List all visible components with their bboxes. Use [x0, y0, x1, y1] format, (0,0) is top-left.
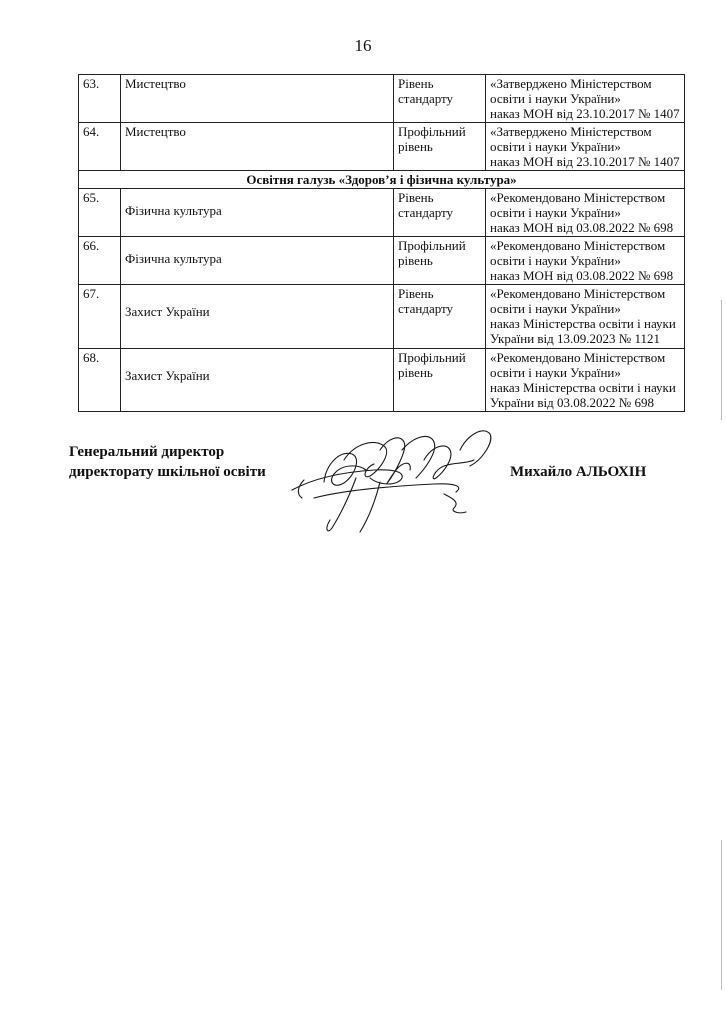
level-cell — [394, 189, 486, 237]
row-number: 64. — [79, 123, 121, 171]
approval-line: «Рекомендовано Міністерством — [490, 190, 666, 205]
approval-line: освіти і науки України» — [490, 91, 621, 106]
subject-name: Фізична культура — [125, 251, 222, 266]
level-line: Профільний — [398, 124, 466, 139]
subject-name: Мистецтво — [121, 123, 394, 171]
approval-cell — [486, 237, 685, 285]
approval-cell — [486, 349, 685, 412]
level-cell — [394, 285, 486, 349]
approval-line: «Затверджено Міністерством — [490, 124, 652, 139]
approval-cell — [486, 75, 685, 123]
approval-line: освіти і науки України» — [490, 139, 621, 154]
approval-line: наказ МОН від 03.08.2022 № 698 — [490, 220, 674, 235]
level-cell — [394, 237, 486, 285]
level-line: Рівень — [398, 286, 434, 301]
row-number: 68. — [79, 349, 121, 412]
approval-cell — [486, 123, 685, 171]
approval-line: «Рекомендовано Міністерством — [490, 350, 666, 365]
approval-line: наказ МОН від 23.10.2017 № 1407 — [490, 106, 680, 121]
approval-line: освіти і науки України» — [490, 365, 621, 380]
table-row — [79, 285, 685, 349]
level-line: стандарту — [398, 205, 454, 220]
level-cell — [394, 123, 486, 171]
row-number: 65. — [79, 189, 121, 237]
table-row — [79, 75, 685, 123]
approval-line: «Рекомендовано Міністерством — [490, 286, 666, 301]
handwritten-signature — [284, 420, 494, 540]
approval-line: України від 13.09.2023 № 1121 — [490, 331, 660, 346]
table-row — [79, 349, 685, 412]
subject-name: Захист України — [125, 368, 210, 383]
subject-name: Захист України — [125, 304, 210, 319]
approval-line: наказ МОН від 03.08.2022 № 698 — [490, 268, 674, 283]
signatory-title — [69, 442, 266, 482]
page-number: 16 — [354, 36, 372, 55]
level-line: Профільний — [398, 238, 466, 253]
subject-cell — [121, 285, 394, 349]
scan-edge-line — [721, 840, 722, 990]
level-line: стандарту — [398, 301, 454, 316]
level-line: рівень — [398, 365, 433, 380]
subject-cell — [121, 189, 394, 237]
signatory-title-line: Генеральний директор — [69, 444, 225, 460]
approval-line: освіти і науки України» — [490, 205, 621, 220]
table-row — [79, 237, 685, 285]
row-number: 67. — [79, 285, 121, 349]
section-row — [79, 171, 685, 189]
signatory-title-line: директорату шкільної освіти — [69, 464, 266, 480]
level-cell — [394, 349, 486, 412]
subject-name: Мистецтво — [121, 75, 394, 123]
approval-line: України від 03.08.2022 № 698 — [490, 395, 654, 410]
level-line: Профільний — [398, 350, 466, 365]
subject-name: Фізична культура — [125, 203, 222, 218]
level-line: рівень — [398, 139, 433, 154]
approval-line: освіти і науки України» — [490, 253, 621, 268]
approval-line: наказ МОН від 23.10.2017 № 1407 — [490, 154, 680, 169]
approval-line: освіти і науки України» — [490, 301, 621, 316]
row-number: 66. — [79, 237, 121, 285]
curriculum-table — [78, 74, 685, 412]
level-line: рівень — [398, 253, 433, 268]
table-row — [79, 123, 685, 171]
signatory-name: Михайло АЛЬОХІН — [510, 464, 647, 480]
scan-edge-line — [721, 300, 722, 420]
approval-line: наказ Міністерства освіти і науки — [490, 316, 676, 331]
level-line: Рівень — [398, 190, 434, 205]
subject-cell — [121, 237, 394, 285]
level-line: Рівень — [398, 76, 434, 91]
approval-cell — [486, 285, 685, 349]
approval-line: «Рекомендовано Міністерством — [490, 238, 666, 253]
approval-cell — [486, 189, 685, 237]
table-row — [79, 189, 685, 237]
approval-line: наказ Міністерства освіти і науки — [490, 380, 676, 395]
approval-line: «Затверджено Міністерством — [490, 76, 652, 91]
section-title: Освітня галузь «Здоров’я і фізична культура» — [79, 171, 685, 189]
row-number: 63. — [79, 75, 121, 123]
level-line: стандарту — [398, 91, 454, 106]
subject-cell — [121, 349, 394, 412]
level-cell — [394, 75, 486, 123]
